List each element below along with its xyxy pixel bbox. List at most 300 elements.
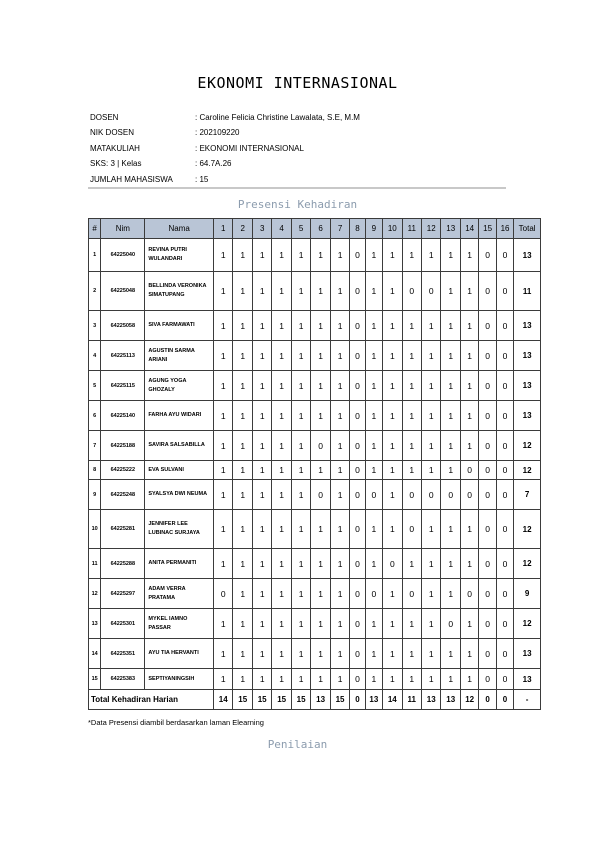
attendance-cell: 1 [441,510,460,549]
attendance-cell: 1 [272,669,291,690]
attendance-cell: 1 [311,549,330,579]
attendance-cell: 0 [350,669,365,690]
attendance-cell: 1 [402,341,421,371]
attendance-cell: 0 [350,579,365,609]
nim-cell: 64225222 [101,461,145,480]
attendance-cell: 1 [441,669,460,690]
attendance-cell: 0 [311,480,330,510]
info-label: MATAKULIAH [90,143,140,153]
attendance-cell: 0 [496,609,513,639]
daily-total-cell: 14 [383,690,402,710]
attendance-cell: 1 [365,639,382,669]
attendance-cell: 1 [252,609,271,639]
attendance-cell: 0 [496,639,513,669]
attendance-cell: 1 [365,371,382,401]
attendance-cell: 1 [233,669,252,690]
column-header: 4 [272,219,291,239]
attendance-cell: 1 [291,579,310,609]
attendance-cell: 0 [365,480,382,510]
name-cell: SIVA FARMAWATI [145,311,214,341]
attendance-cell: 1 [330,480,349,510]
attendance-cell: 1 [311,311,330,341]
attendance-cell: 1 [214,239,233,272]
attendance-cell: 0 [479,461,496,480]
attendance-cell: 1 [291,609,310,639]
attendance-cell: 1 [291,341,310,371]
attendance-cell: 1 [214,609,233,639]
attendance-cell: 1 [460,510,478,549]
table-header-row [89,219,541,239]
section-title-penilaian: Penilaian [267,738,328,751]
info-value: : EKONOMI INTERNASIONAL [195,143,304,153]
attendance-cell: 1 [233,609,252,639]
total-cell: 9 [514,579,541,609]
info-label: SKS: 3 | Kelas [90,159,142,169]
attendance-cell: 0 [350,639,365,669]
name-cell: REVINA PUTRI WULANDARI [145,239,214,272]
name-cell: ANITA PERMANITI [145,549,214,579]
info-label: JUMLAH MAHASISWA [90,174,173,184]
table-row [89,669,541,690]
attendance-cell: 1 [311,272,330,311]
attendance-cell: 0 [383,549,402,579]
attendance-cell: 0 [496,431,513,461]
attendance-cell: 1 [311,579,330,609]
attendance-cell: 1 [272,371,291,401]
daily-total-cell: 11 [402,690,421,710]
attendance-cell: 1 [214,311,233,341]
attendance-cell: 0 [496,401,513,431]
attendance-cell: 1 [460,549,478,579]
attendance-cell: 1 [291,311,310,341]
attendance-cell: 1 [272,609,291,639]
attendance-cell: 0 [479,669,496,690]
attendance-cell: 0 [350,549,365,579]
attendance-cell: 1 [214,549,233,579]
name-cell: MYKEL IAMNO PASSAR [145,609,214,639]
attendance-cell: 1 [441,461,460,480]
attendance-cell: 0 [479,549,496,579]
attendance-cell: 1 [383,669,402,690]
column-header: 11 [402,219,421,239]
attendance-cell: 1 [272,239,291,272]
info-label: NIK DOSEN [90,128,135,138]
attendance-cell: 0 [479,639,496,669]
attendance-cell: 1 [402,311,421,341]
attendance-cell: 1 [272,639,291,669]
total-cell: 12 [514,609,541,639]
attendance-cell: 0 [496,371,513,401]
attendance-cell: 0 [496,549,513,579]
attendance-cell: 1 [291,401,310,431]
attendance-cell: 0 [460,579,478,609]
attendance-cell: 1 [422,579,441,609]
daily-total-cell: 15 [233,690,252,710]
attendance-cell: 0 [496,461,513,480]
attendance-cell: 1 [233,461,252,480]
attendance-cell: 1 [311,510,330,549]
attendance-cell: 1 [214,639,233,669]
attendance-cell: 1 [233,639,252,669]
attendance-cell: 0 [402,510,421,549]
column-header: # [89,219,101,239]
attendance-cell: 0 [479,272,496,311]
total-cell: 13 [514,669,541,690]
footer-label: Total Kehadiran Harian [89,690,214,710]
daily-total-cell: 15 [272,690,291,710]
attendance-cell: 1 [330,510,349,549]
attendance-cell: 1 [252,549,271,579]
column-header: 9 [365,219,382,239]
row-number: 15 [89,669,101,690]
table-row [89,480,541,510]
column-header: Nim [101,219,145,239]
daily-total-cell: 15 [291,690,310,710]
attendance-cell: 1 [233,239,252,272]
table-row [89,431,541,461]
attendance-cell: 0 [479,579,496,609]
attendance-cell: 1 [214,461,233,480]
attendance-cell: 1 [252,579,271,609]
attendance-cell: 1 [460,401,478,431]
total-cell: 13 [514,401,541,431]
column-header: 14 [460,219,478,239]
attendance-cell: 1 [441,239,460,272]
table-row [89,311,541,341]
total-cell: 13 [514,639,541,669]
attendance-cell: 1 [365,431,382,461]
page-title: EKONOMI INTERNASIONAL [197,74,398,92]
nim-cell: 64225383 [101,669,145,690]
attendance-cell: 1 [214,510,233,549]
attendance-cell: 1 [252,510,271,549]
attendance-cell: 1 [291,272,310,311]
attendance-cell: 1 [272,311,291,341]
row-number: 8 [89,461,101,480]
attendance-cell: 1 [233,341,252,371]
row-number: 11 [89,549,101,579]
attendance-cell: 0 [422,272,441,311]
name-cell: SEPTIYANINGSIH [145,669,214,690]
info-row-sks [90,156,360,171]
table-row [89,239,541,272]
row-number: 4 [89,341,101,371]
info-row-jumlah [90,172,360,187]
nim-cell: 64225188 [101,431,145,461]
attendance-cell: 1 [330,341,349,371]
table-row [89,272,541,311]
divider [88,187,506,189]
attendance-cell: 0 [350,510,365,549]
attendance-cell: 1 [252,272,271,311]
attendance-cell: 1 [365,401,382,431]
table-footer-row [89,690,541,710]
section-title-presensi: Presensi Kehadiran [237,198,358,211]
attendance-cell: 1 [402,401,421,431]
attendance-cell: 1 [291,639,310,669]
attendance-cell: 0 [479,609,496,639]
column-header: 1 [214,219,233,239]
daily-total-cell: 13 [422,690,441,710]
attendance-cell: 1 [233,431,252,461]
attendance-cell: 1 [311,639,330,669]
attendance-cell: 0 [496,341,513,371]
footnote: *Data Presensi diambil berdasarkan laman Elearning [88,718,264,727]
total-cell: 7 [514,480,541,510]
column-header: Total [514,219,541,239]
table-row [89,510,541,549]
row-number: 5 [89,371,101,401]
footer-total-cell: - [514,690,541,710]
daily-total-cell: 15 [252,690,271,710]
attendance-cell: 1 [402,431,421,461]
attendance-cell: 0 [422,480,441,510]
attendance-cell: 1 [422,639,441,669]
attendance-cell: 1 [214,272,233,311]
attendance-cell: 1 [330,272,349,311]
nim-cell: 64225297 [101,579,145,609]
nim-cell: 64225115 [101,371,145,401]
attendance-cell: 1 [422,461,441,480]
nim-cell: 64225040 [101,239,145,272]
attendance-cell: 1 [214,669,233,690]
attendance-cell: 1 [422,510,441,549]
attendance-cell: 0 [350,480,365,510]
attendance-cell: 0 [460,461,478,480]
column-header: 15 [479,219,496,239]
attendance-cell: 0 [350,371,365,401]
attendance-cell: 1 [291,371,310,401]
attendance-cell: 1 [460,669,478,690]
attendance-cell: 1 [402,239,421,272]
attendance-cell: 1 [291,431,310,461]
column-header: 8 [350,219,365,239]
nim-cell: 64225140 [101,401,145,431]
table-body [89,239,541,710]
attendance-cell: 0 [460,480,478,510]
attendance-cell: 1 [365,669,382,690]
attendance-cell: 0 [350,239,365,272]
column-header: 6 [311,219,330,239]
attendance-cell: 1 [383,431,402,461]
attendance-cell: 0 [479,431,496,461]
attendance-cell: 1 [422,371,441,401]
attendance-cell: 0 [441,480,460,510]
attendance-cell: 1 [441,579,460,609]
attendance-cell: 0 [496,669,513,690]
name-cell: AYU TIA HERVANTI [145,639,214,669]
attendance-cell: 1 [291,549,310,579]
row-number: 1 [89,239,101,272]
attendance-cell: 1 [233,480,252,510]
attendance-cell: 0 [479,311,496,341]
name-cell: JENNIFER LEE LUBINAC SURJAYA [145,510,214,549]
name-cell: AGUNG YOGA GHOZALY [145,371,214,401]
attendance-cell: 1 [383,239,402,272]
total-cell: 11 [514,272,541,311]
name-cell: SAVIRA SALSABILLA [145,431,214,461]
attendance-cell: 0 [496,239,513,272]
attendance-cell: 0 [479,371,496,401]
table-row [89,579,541,609]
attendance-cell: 1 [365,239,382,272]
total-cell: 12 [514,549,541,579]
attendance-cell: 1 [460,639,478,669]
attendance-cell: 1 [365,341,382,371]
attendance-cell: 1 [441,371,460,401]
attendance-cell: 1 [365,461,382,480]
row-number: 13 [89,609,101,639]
attendance-cell: 1 [330,549,349,579]
total-cell: 13 [514,371,541,401]
attendance-cell: 1 [330,669,349,690]
column-header: 13 [441,219,460,239]
attendance-cell: 1 [330,639,349,669]
table-row [89,371,541,401]
attendance-table [88,218,541,710]
column-header: Nama [145,219,214,239]
attendance-cell: 1 [441,311,460,341]
attendance-cell: 1 [330,609,349,639]
attendance-cell: 1 [272,549,291,579]
attendance-cell: 1 [441,431,460,461]
attendance-cell: 1 [422,401,441,431]
attendance-cell: 0 [214,579,233,609]
attendance-cell: 0 [311,431,330,461]
attendance-cell: 1 [291,239,310,272]
attendance-cell: 1 [365,510,382,549]
attendance-cell: 1 [291,480,310,510]
attendance-cell: 1 [383,401,402,431]
info-value: : Caroline Felicia Christine Lawalata, S.E, M.M [195,113,360,122]
row-number: 12 [89,579,101,609]
attendance-cell: 1 [330,311,349,341]
total-cell: 12 [514,431,541,461]
attendance-cell: 1 [272,401,291,431]
attendance-cell: 1 [252,401,271,431]
attendance-cell: 1 [383,371,402,401]
attendance-cell: 1 [252,461,271,480]
attendance-cell: 1 [272,579,291,609]
table-row [89,609,541,639]
attendance-cell: 1 [383,341,402,371]
attendance-cell: 1 [272,510,291,549]
attendance-cell: 0 [350,609,365,639]
attendance-cell: 1 [252,341,271,371]
attendance-cell: 1 [291,510,310,549]
attendance-cell: 0 [402,480,421,510]
attendance-cell: 1 [252,480,271,510]
attendance-cell: 1 [252,371,271,401]
daily-total-cell: 13 [311,690,330,710]
attendance-cell: 1 [441,639,460,669]
attendance-cell: 1 [422,669,441,690]
column-header: 16 [496,219,513,239]
daily-total-cell: 0 [350,690,365,710]
attendance-cell: 1 [291,461,310,480]
attendance-cell: 0 [496,480,513,510]
total-cell: 13 [514,341,541,371]
attendance-cell: 0 [479,239,496,272]
attendance-cell: 1 [272,431,291,461]
attendance-cell: 0 [365,579,382,609]
row-number: 7 [89,431,101,461]
attendance-cell: 1 [402,639,421,669]
attendance-cell: 1 [330,371,349,401]
attendance-cell: 1 [233,272,252,311]
nim-cell: 64225351 [101,639,145,669]
attendance-cell: 1 [330,239,349,272]
attendance-cell: 1 [383,480,402,510]
attendance-cell: 1 [460,431,478,461]
table-row [89,549,541,579]
daily-total-cell: 13 [441,690,460,710]
attendance-cell: 1 [272,341,291,371]
attendance-cell: 1 [311,341,330,371]
attendance-cell: 1 [441,401,460,431]
attendance-cell: 1 [214,480,233,510]
attendance-cell: 0 [496,311,513,341]
total-cell: 12 [514,461,541,480]
attendance-cell: 1 [330,401,349,431]
column-header: 2 [233,219,252,239]
attendance-cell: 1 [383,579,402,609]
name-cell: ADAM VERRA PRATAMA [145,579,214,609]
attendance-cell: 0 [496,579,513,609]
attendance-cell: 1 [422,311,441,341]
attendance-cell: 0 [496,272,513,311]
attendance-cell: 1 [272,480,291,510]
attendance-cell: 1 [460,609,478,639]
info-value: : 15 [195,174,209,184]
attendance-cell: 1 [402,669,421,690]
attendance-cell: 1 [233,579,252,609]
attendance-cell: 1 [330,461,349,480]
attendance-cell: 1 [233,510,252,549]
column-header: 5 [291,219,310,239]
row-number: 14 [89,639,101,669]
attendance-cell: 1 [214,401,233,431]
table-row [89,341,541,371]
attendance-cell: 1 [233,549,252,579]
info-row-dosen [90,110,360,125]
attendance-cell: 1 [441,341,460,371]
attendance-cell: 1 [422,609,441,639]
daily-total-cell: 15 [330,690,349,710]
attendance-cell: 0 [350,341,365,371]
name-cell: AGUSTIN SARMA ARIANI [145,341,214,371]
attendance-cell: 1 [422,431,441,461]
info-row-nik [90,125,360,140]
attendance-cell: 1 [252,639,271,669]
row-number: 3 [89,311,101,341]
attendance-cell: 1 [402,461,421,480]
attendance-cell: 1 [460,371,478,401]
attendance-cell: 1 [365,549,382,579]
attendance-cell: 1 [422,341,441,371]
attendance-cell: 1 [311,371,330,401]
attendance-cell: 0 [350,461,365,480]
course-info [90,110,360,187]
attendance-cell: 1 [365,609,382,639]
attendance-cell: 0 [479,480,496,510]
table-row [89,461,541,480]
attendance-cell: 1 [214,371,233,401]
attendance-cell: 1 [402,371,421,401]
attendance-cell: 1 [272,461,291,480]
attendance-cell: 1 [252,239,271,272]
attendance-cell: 1 [402,609,421,639]
